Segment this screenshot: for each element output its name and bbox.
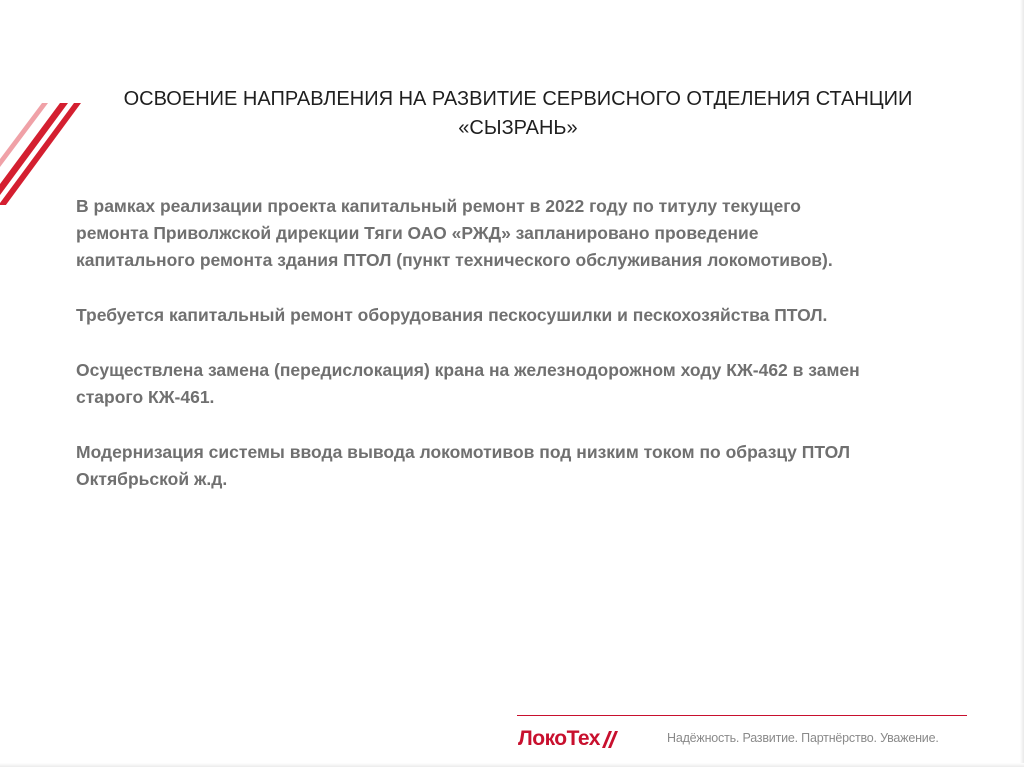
- logo-text-loko: Локо: [518, 727, 567, 750]
- slide-edge-right: [1020, 0, 1024, 767]
- slide-edge-bottom: [0, 763, 1024, 767]
- slide-body: [76, 193, 876, 521]
- paragraph-repair-plan: В рамках реализации проекта капитальный ремонт в 2022 году по титулу текущего ремонта Приволжской дирекции Тяги ОАО «РЖД» запланировано проведение капитального ремонта здания ПТОЛ (пункт технического обслуживания локомотивов).: [76, 196, 833, 270]
- logo-text-teh: Тех: [566, 727, 600, 750]
- lokotech-logo: [518, 724, 618, 754]
- paragraph-crane-replacement: Осуществлена замена (передислокация) крана на железнодорожном ходу КЖ-462 в замен старого КЖ-461.: [76, 360, 860, 407]
- logo-mark-icon: [602, 728, 618, 750]
- paragraph-sand-equipment: Требуется капитальный ремонт оборудования пескосушилки и пескохозяйства ПТОЛ.: [76, 305, 828, 325]
- slide-title: ОСВОЕНИЕ НАПРАВЛЕНИЯ НА РАЗВИТИЕ СЕРВИСНОГО ОТДЕЛЕНИЯ СТАНЦИИ «СЫЗРАНЬ»: [123, 88, 913, 139]
- footer-divider: [517, 715, 967, 716]
- paragraph-modernization: Модернизация системы ввода вывода локомотивов под низким током по образцу ПТОЛ Октябрьской ж.д.: [76, 442, 851, 489]
- red-stripes-decoration: [0, 95, 90, 205]
- footer-slogan: Надёжность. Развитие. Партнёрство. Уважение.: [667, 731, 939, 745]
